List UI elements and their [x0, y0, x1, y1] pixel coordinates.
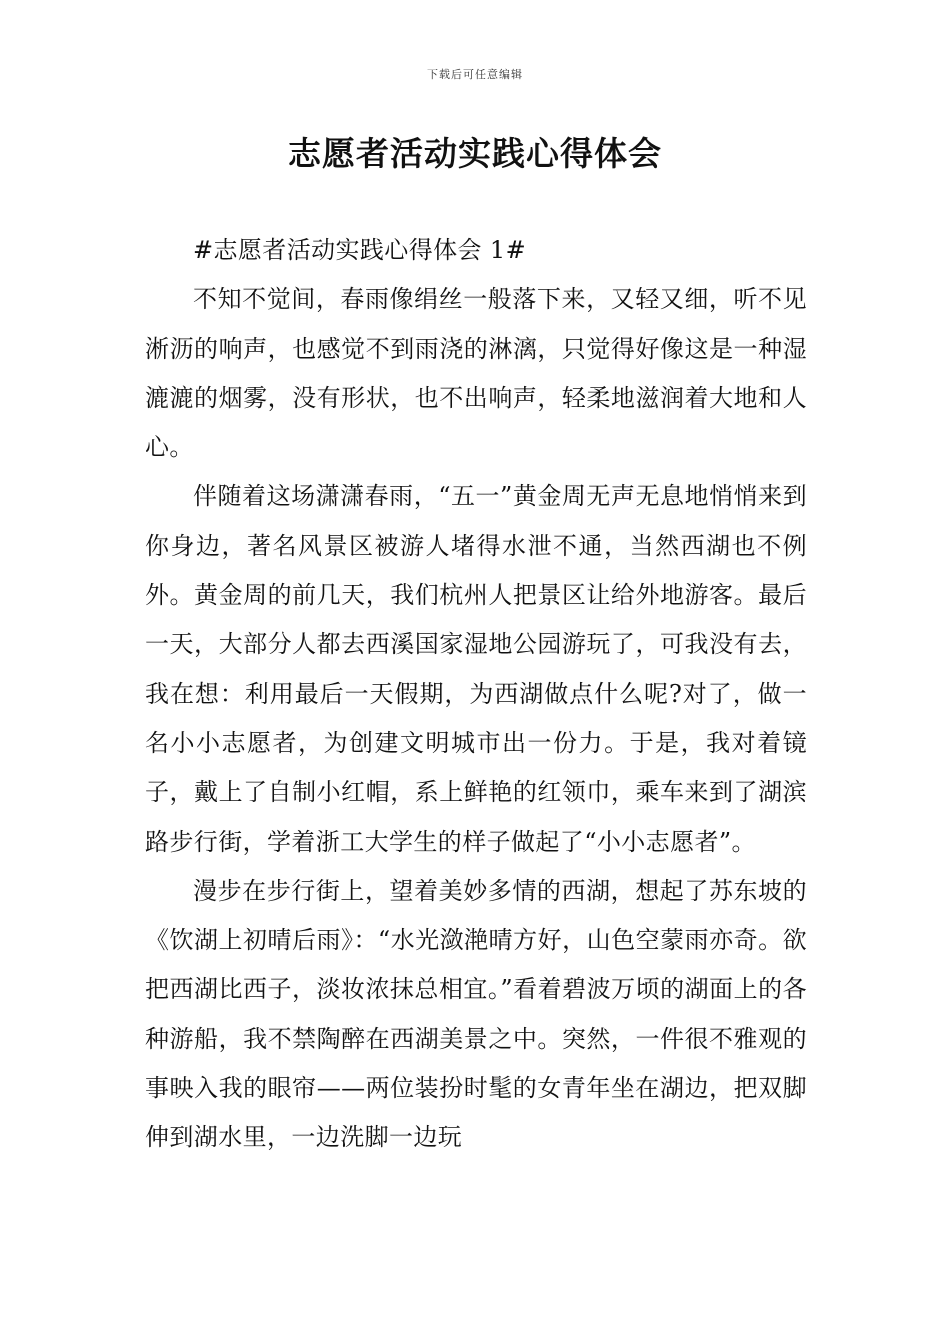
paragraph-1: 不知不觉间，春雨像绢丝一般落下来，又轻又细，听不见淅沥的响声，也感觉不到雨浇的淋漓，只觉得好像这是一种湿漉漉的烟雾，没有形状，也不出响声，轻柔地滋润着大地和人心。: [145, 285, 807, 462]
paragraph-2: 伴随着这场潇潇春雨，“五一”黄金周无声无息地悄悄来到你身边，著名风景区被游人堵得水泄不通，当然西湖也不例外。黄金周的前几天，我们杭州人把景区让给外地游客。最后一天，大部分人都去西溪国家湿地公园游玩了，可我没有去，我在想：利用最后一天假期，为西湖做点什么呢?对了，做一名小小志愿者，为创建文明城市出一份力。于是，我对着镜子，戴上了自制小红帽，系上鲜艳的红领巾，乘车来到了湖滨路步行街，学着浙工大学生的样子做起了“小小志愿者”。: [145, 482, 807, 856]
document-title: 志愿者活动实践心得体会: [288, 134, 662, 173]
document-body: [145, 226, 807, 1163]
section-heading: #志愿者活动实践心得体会 1#: [193, 236, 527, 264]
header-note: 下载后可任意编辑: [427, 68, 523, 81]
paragraph-3: 漫步在步行街上，望着美妙多情的西湖，想起了苏东坡的《饮湖上初晴后雨》：“水光潋滟晴方好，山色空蒙雨亦奇。欲把西湖比西子，淡妆浓抹总相宜。”看着碧波万顷的湖面上的各种游船，我不禁陶醉在西湖美景之中。突然，一件很不雅观的事映入我的眼帘——两位装扮时髦的女青年坐在湖边，把双脚伸到湖水里，一边洗脚一边玩: [145, 876, 807, 1152]
